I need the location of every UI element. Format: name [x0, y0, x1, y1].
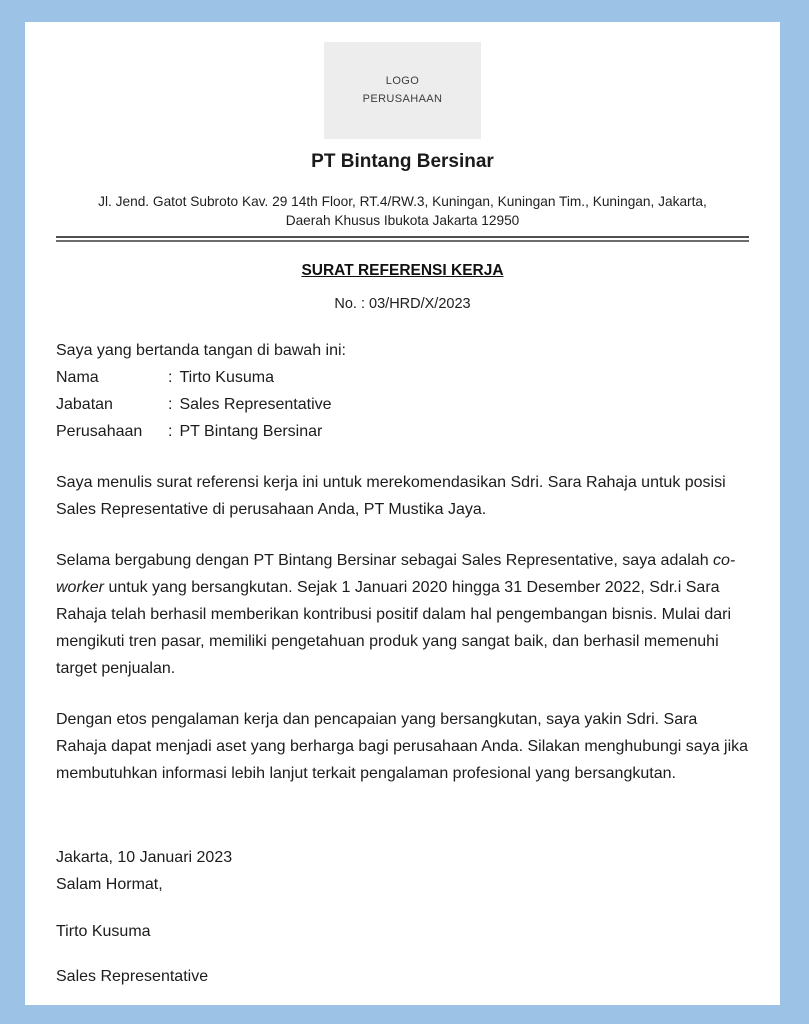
company-address	[56, 192, 749, 231]
paragraph-experience-pre: Selama bergabung dengan PT Bintang Bersinar sebagai Sales Representative, saya adalah	[56, 551, 714, 569]
signer-title: Sales Representative	[56, 967, 209, 985]
company-name: PT Bintang Bersinar	[311, 151, 494, 172]
identity-row-jabatan	[56, 391, 749, 418]
identity-separator: :	[168, 395, 173, 413]
identity-block	[56, 364, 749, 445]
logo-placeholder-line2: PERUSAHAAN	[362, 92, 443, 105]
paragraph-experience-post: untuk yang bersangkutan. Sejak 1 Januari 2020 hingga 31 Desember 2022, Sdr.i Sara Rahaja telah berhasil memberikan kontribusi positif dalam hal pengembangan bisnis. Mulai dari mengikuti tren pasar, memiliki pengetahuan produk yang sangat baik, dan berhasil memenuhi target penjualan.	[56, 578, 732, 677]
letter-body	[56, 337, 749, 990]
paragraph-experience	[56, 547, 749, 682]
paragraph-endorsement: Dengan etos pengalaman kerja dan pencapaian yang bersangkutan, saya yakin Sdri. Sara Rahaja dapat menjadi aset yang berharga bagi perusahaan Anda. Silakan menghubungi saya jika membutuhkan informasi lebih lanjut terkait pengalaman profesional yang bersangkutan.	[56, 710, 749, 782]
identity-value: Sales Representative	[179, 395, 332, 413]
identity-label: Nama	[56, 368, 99, 386]
closing-salutation: Salam Hormat,	[56, 875, 163, 893]
closing-place-date: Jakarta, 10 Januari 2023	[56, 848, 233, 866]
identity-label: Perusahaan	[56, 422, 143, 440]
letter-document	[25, 22, 780, 1005]
identity-row-perusahaan	[56, 418, 749, 445]
letter-title: SURAT REFERENSI KERJA	[301, 261, 504, 279]
header-divider	[56, 236, 749, 242]
company-logo-placeholder	[324, 42, 481, 139]
identity-value: Tirto Kusuma	[179, 368, 274, 386]
identity-value: PT Bintang Bersinar	[179, 422, 323, 440]
identity-row-nama	[56, 364, 749, 391]
company-address-line1: Jl. Jend. Gatot Subroto Kav. 29 14th Floor, RT.4/RW.3, Kuningan, Kuningan Tim., Kuningan, Jakarta,	[98, 194, 707, 209]
closing-block	[56, 844, 749, 990]
signer-name: Tirto Kusuma	[56, 922, 151, 940]
company-address-line2: Daerah Khusus Ibukota Jakarta 12950	[285, 213, 520, 229]
paragraph-recommendation: Saya menulis surat referensi kerja ini untuk merekomendasikan Sdri. Sara Rahaja untuk posisi Sales Representative di perusahaan Anda, PT Mustika Jaya.	[56, 473, 726, 518]
identity-label: Jabatan	[56, 395, 113, 413]
paragraph-experience-italic-term: co-worker	[56, 551, 736, 596]
logo-placeholder-line1: LOGO	[385, 75, 420, 88]
letter-number: No. : 03/HRD/X/2023	[334, 295, 471, 312]
identity-separator: :	[168, 368, 173, 386]
letter-salutation: Saya yang bertanda tangan di bawah ini:	[56, 341, 346, 359]
identity-separator: :	[168, 422, 173, 440]
